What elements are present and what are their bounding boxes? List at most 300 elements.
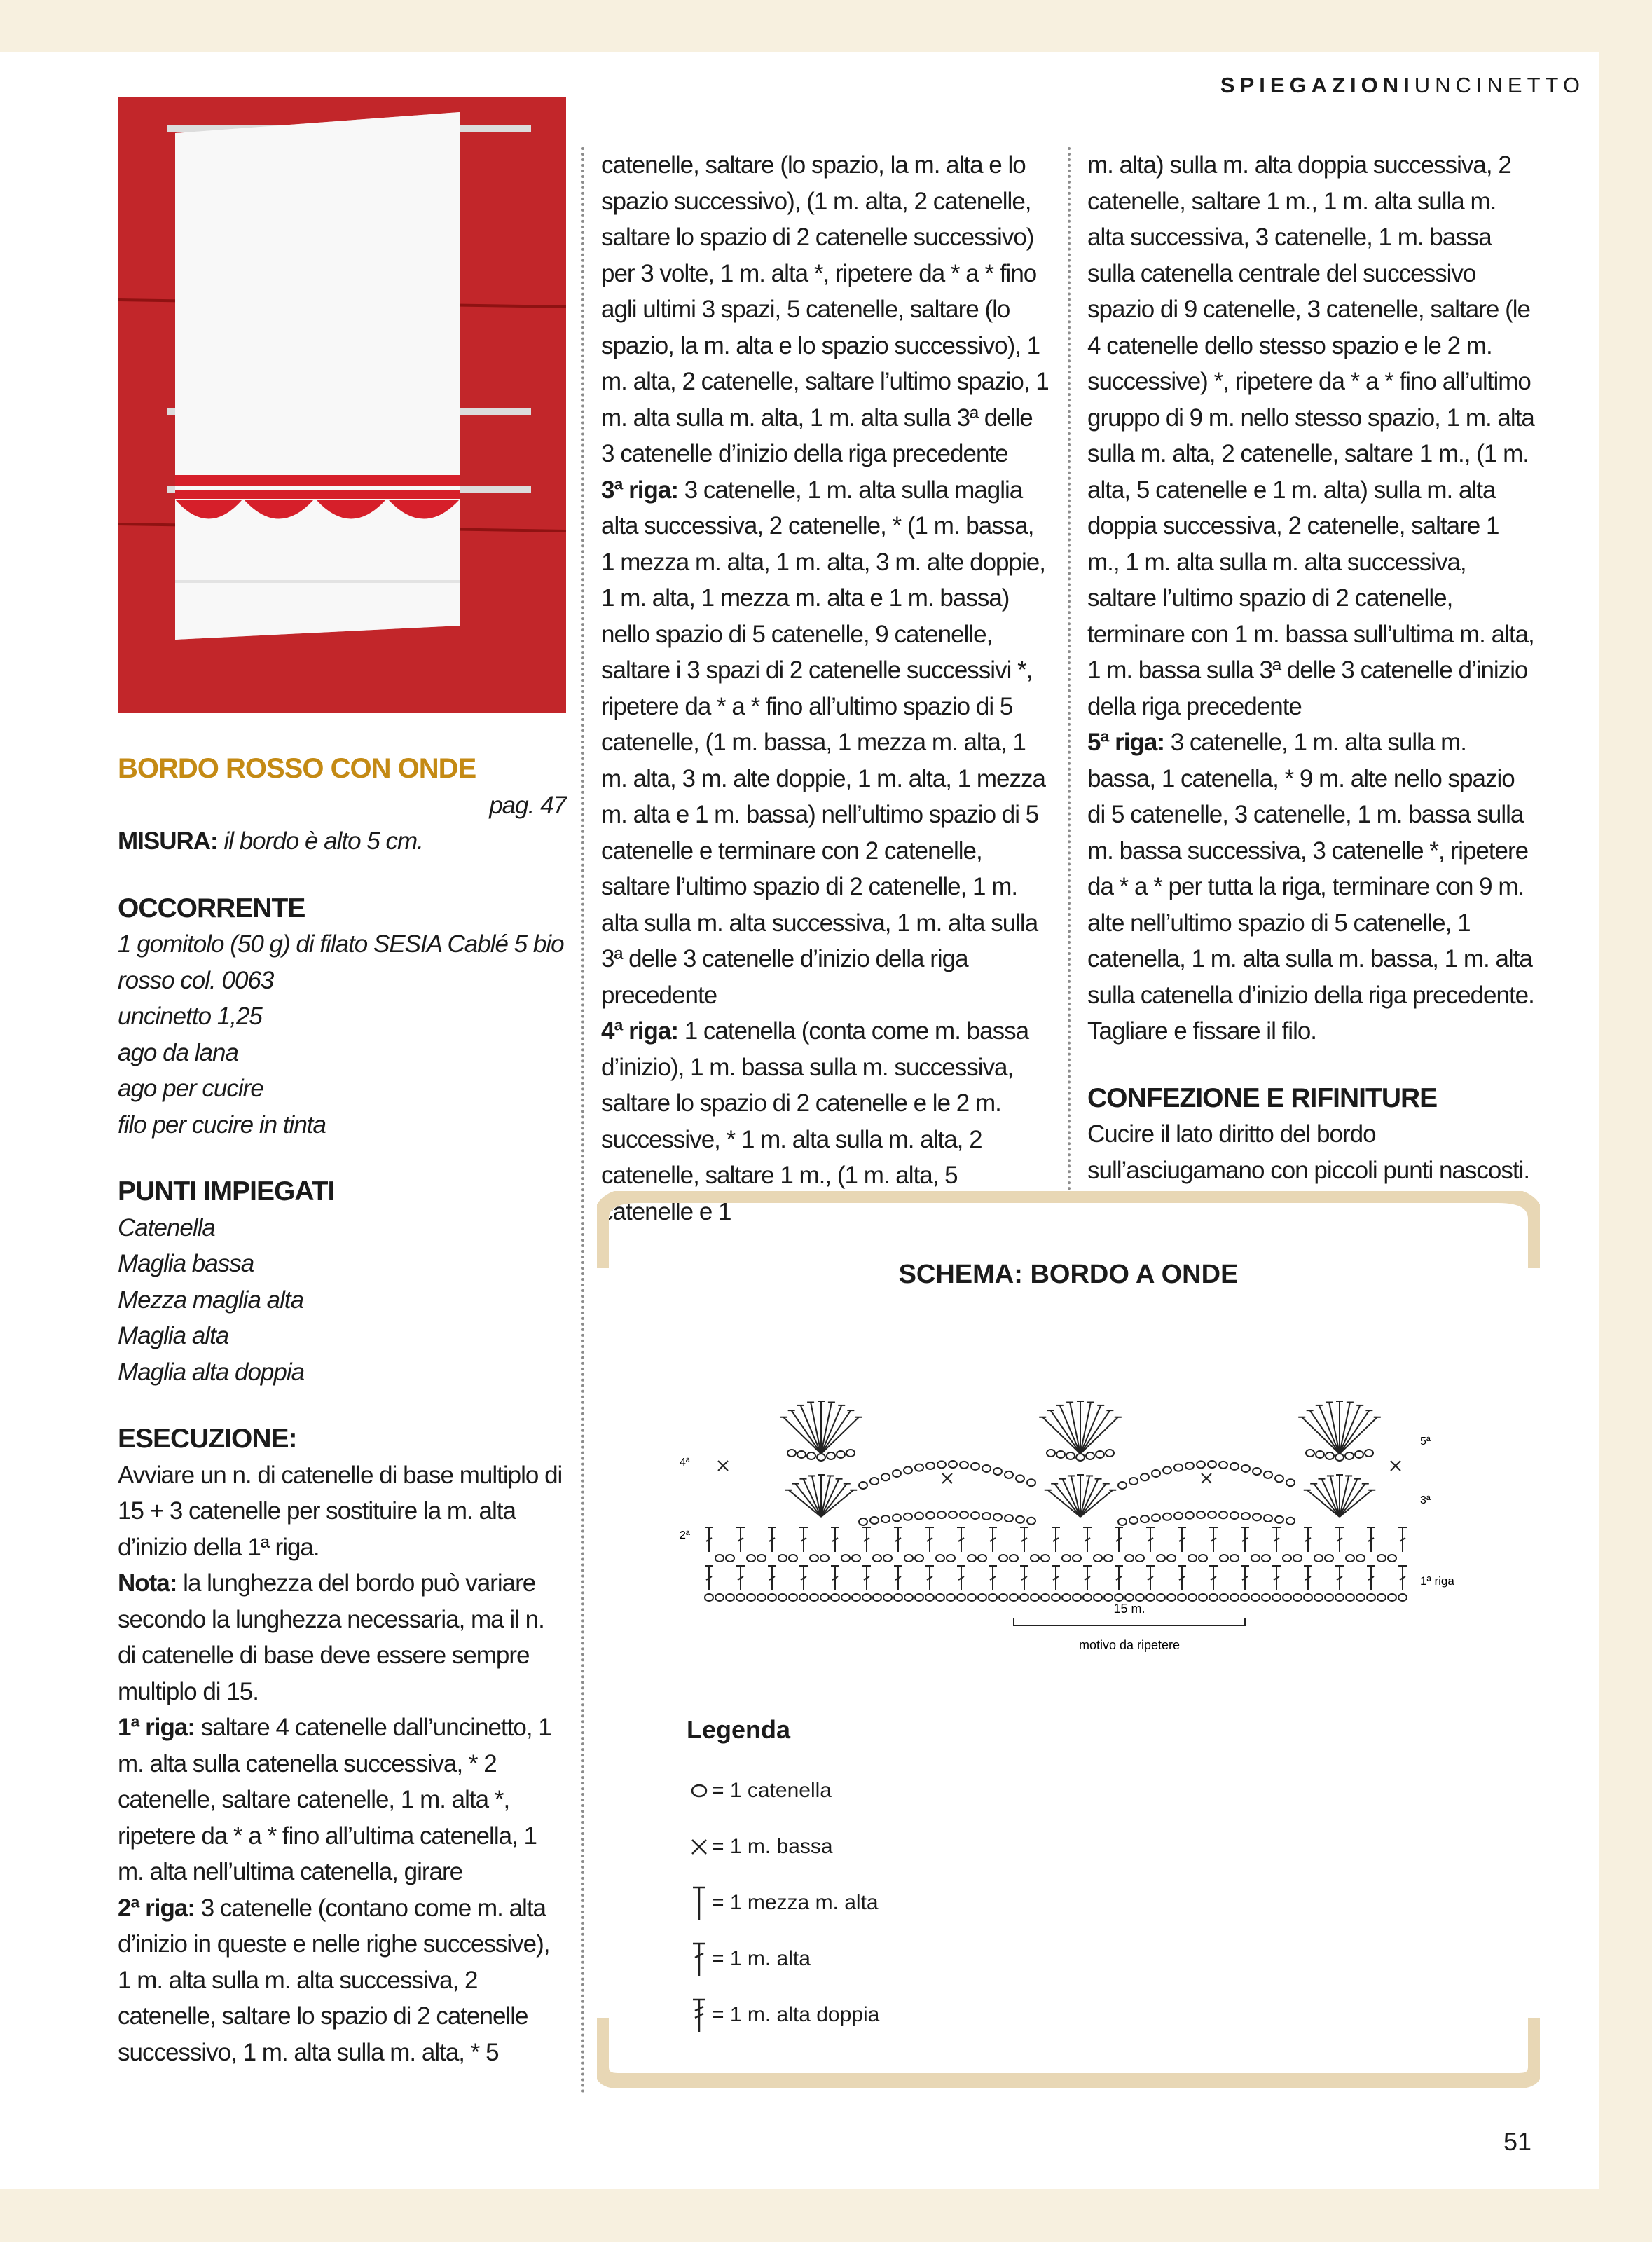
chain-stitch [1220,1555,1228,1562]
chain-stitch [1163,1466,1171,1473]
double-stitch [1209,1566,1218,1590]
chain-stitch [1157,1594,1165,1601]
chain-stitch [757,1594,766,1601]
chain-stitch [1314,1555,1323,1562]
chain-stitch [846,1450,855,1457]
chain-stitch [893,1514,901,1521]
chain-stitch [797,1451,806,1458]
chain-stitch [883,1594,892,1601]
chain-stitch [1262,1594,1270,1601]
nota-label: Nota: [118,1569,177,1597]
single-stitch [942,1473,952,1483]
chain-icon [687,1770,712,1812]
double-stitch [1052,1527,1060,1552]
double-stitch [925,1566,934,1590]
row-label-1: 1ª riga [1420,1574,1454,1588]
double-crochet-icon [687,1938,712,1980]
chain-stitch [960,1511,968,1518]
double-stitch [1272,1566,1281,1590]
page-number: 51 [1503,2127,1531,2156]
chain-stitch [820,1594,829,1601]
double-stitch [957,1566,965,1590]
chain-stitch [852,1594,860,1601]
chain-stitch [1152,1514,1160,1521]
esecuzione-intro: Avviare un n. di catenelle di base multiplo di 15 + 3 catenelle per sostituire la m. alta d’inizio della 1ª riga. [118,1461,563,1561]
chain-stitch [1104,1594,1113,1601]
chain-stitch [1356,1555,1365,1562]
chain-stitch [1325,1594,1333,1601]
double-stitch [989,1527,997,1552]
chain-stitch [1104,1555,1113,1562]
riga5 [1087,724,1536,1050]
double-stitch [1398,1566,1407,1590]
chain-stitch [1275,1516,1283,1523]
double-stitch [1020,1527,1028,1552]
project-title: BORDO ROSSO CON ONDE [118,753,476,784]
legend-label: = 1 mezza m. alta [712,1891,879,1914]
chain-stitch [1286,1479,1295,1486]
chain-stitch [978,1555,986,1562]
chain-stitch [1197,1511,1205,1518]
chain-stitch [936,1555,944,1562]
chain-stitch [1220,1594,1228,1601]
chain-stitch [1076,1454,1085,1461]
occorrente-item: filo per cucire in tinta [118,1110,326,1139]
chain-stitch [1041,1555,1049,1562]
double-stitch [1146,1527,1155,1552]
chain-stitch [789,1594,797,1601]
header-topic: UNCINETTO [1414,73,1585,97]
chain-stitch [881,1473,890,1480]
double-stitch [1304,1566,1312,1590]
chain-stitch [1241,1465,1250,1472]
chain-stitch [1272,1594,1281,1601]
chain-stitch [715,1555,724,1562]
chain-stitch [925,1594,934,1601]
chain-stitch [1219,1511,1227,1518]
double-stitch [1272,1527,1281,1552]
riga3-label: 3ª riga: [601,476,678,504]
chain-stitch [1251,1555,1260,1562]
chain-stitch [1027,1479,1035,1486]
chain-stitch [1283,1594,1291,1601]
chain-stitch [1146,1594,1155,1601]
chain-stitch [989,1594,997,1601]
double-stitch [1115,1527,1123,1552]
chain-stitch [904,1466,912,1473]
chain-stitch [1167,1594,1176,1601]
chain-stitch [1141,1515,1149,1522]
punti-item: Catenella [118,1213,215,1242]
chain-stitch [1118,1482,1127,1489]
chain-stitch [726,1594,734,1601]
header-section: SPIEGAZIONI [1220,73,1414,97]
legend-row [687,1875,879,1931]
chain-stitch [1020,1594,1028,1601]
chain-stitch [1174,1513,1183,1520]
double-stitch [1178,1527,1186,1552]
double-stitch [799,1527,808,1552]
double-stitch [705,1527,713,1552]
chain-stitch [1106,1450,1114,1457]
chain-stitch [1304,1594,1312,1601]
chain-stitch [810,1594,818,1601]
chain-stitch [736,1594,745,1601]
legend-label: = 1 m. bassa [712,1835,833,1858]
chain-stitch [936,1594,944,1601]
chain-stitch [837,1451,845,1458]
chain-stitch [873,1594,881,1601]
double-stitch [736,1566,745,1590]
chain-stitch [960,1462,968,1469]
row-label-4: 4ª [680,1457,690,1469]
chain-stitch [1188,1555,1197,1562]
riga2 [118,1890,566,2071]
chain-stitch [978,1594,986,1601]
chain-stitch [1178,1594,1186,1601]
chain-stitch [947,1594,955,1601]
chain-stitch [1314,1594,1323,1601]
chain-stitch [1163,1513,1171,1520]
riga5-text: 3 catenelle, 1 m. alta sulla m. bassa, 1 catenella, * 9 m. alte nello spazio di 5 catenelle, 3 catenelle, 1 m. bassa sulla m. bassa successiva, 3 catenelle *, ripetere da * a * per tutta la riga, terminare con 9 m. alte nell’ultimo spazio di 5 catenelle, 1 catenella, 1 m. alta sulla m. bassa, 1 m. alta sulla catenella d’inizio della riga precedente. Tagliare e fissare il filo. [1087,729,1534,1045]
chain-stitch [1129,1478,1138,1485]
chain-stitch [1208,1461,1216,1468]
chain-stitch [1129,1517,1138,1524]
chain-stitch [1356,1594,1365,1601]
riga2-text: 3 catenelle (contano come m. alta d’inizio in queste e nelle righe successive), 1 m. alta sulla m. alta successiva, 2 catenelle, saltare lo spazio di 2 catenelle successivo, 1 m. alta sulla m. alta, * 5 [118,1894,550,2066]
double-stitch [1115,1566,1123,1590]
riga4-label: 4ª riga: [601,1017,678,1045]
single-stitch [718,1461,728,1471]
chain-stitch [1286,1518,1295,1525]
chain-stitch [904,1555,913,1562]
chain-stitch [1185,1512,1194,1519]
repeat-caption: motivo da ripetere [1078,1638,1181,1652]
double-stitch [894,1527,902,1552]
chain-stitch [1306,1450,1314,1457]
chain-stitch [1052,1594,1060,1601]
chain-stitch [947,1555,955,1562]
chain-stitch [1230,1594,1239,1601]
chain-stitch [1185,1462,1194,1469]
double-stitch [831,1566,839,1590]
chain-stitch [971,1463,979,1470]
chain-stitch [1264,1515,1272,1522]
legend-title: Legenda [687,1715,791,1744]
chain-stitch [1335,1454,1344,1461]
chain-stitch [827,1452,835,1459]
chain-stitch [1264,1471,1272,1478]
occorrente-item: ago per cucire [118,1075,263,1102]
chain-stitch [841,1555,850,1562]
confezione-text: Cucire il lato diritto del bordo sull’asciugamano con piccoli punti nascosti. [1087,1120,1530,1184]
chain-stitch [1083,1594,1092,1601]
chain-stitch [870,1517,879,1524]
chain-stitch [1253,1468,1261,1475]
double-stitch [1367,1566,1375,1590]
chain-stitch [971,1512,979,1519]
chain-stitch [1157,1555,1165,1562]
chain-stitch [894,1594,902,1601]
misura-text: il bordo è alto 5 cm. [217,827,423,855]
chain-stitch [883,1555,892,1562]
chain-stitch [1115,1594,1123,1601]
chain-stitch [1086,1452,1094,1459]
double-stitch [1367,1527,1375,1552]
chain-stitch [1016,1475,1024,1482]
occorrente-item: 1 gomitolo (50 g) di filato SESIA Cablé 5 bio rosso col. 0063 [118,930,564,994]
chain-stitch [1365,1450,1373,1457]
chain-stitch [820,1555,829,1562]
chain-stitch [1388,1594,1396,1601]
chain-stitch [747,1555,755,1562]
chain-stitch [1367,1594,1375,1601]
chain-stitch [1241,1594,1249,1601]
double-stitch [862,1527,871,1552]
chain-stitch [799,1594,808,1601]
chain-stitch [904,1513,912,1520]
double-stitch [1304,1527,1312,1552]
chain-stitch [1355,1451,1363,1458]
double-stitch [1241,1566,1249,1590]
chain-stitch [1174,1464,1183,1471]
chain-stitch [1230,1463,1239,1470]
row-label-3: 3ª [1420,1494,1431,1506]
chain-stitch [1056,1451,1065,1458]
occorrente-item: uncinetto 1,25 [118,1003,262,1030]
legend-row [687,1931,879,1987]
column-left [118,751,566,2070]
chain-stitch [1062,1555,1071,1562]
row-label-5: 5ª [1420,1436,1431,1447]
double-stitch [768,1566,776,1590]
legend-row [687,1819,879,1875]
chain-stitch [1345,1452,1354,1459]
chain-stitch [862,1594,871,1601]
chain-stitch [852,1555,860,1562]
chain-stitch [893,1470,901,1477]
occorrente-item: ago da lana [118,1038,238,1066]
chain-stitch [778,1555,787,1562]
chain-stitch [1377,1555,1386,1562]
chain-stitch [768,1594,776,1601]
chain-stitch [1335,1594,1344,1601]
chain-stitch [1027,1518,1035,1525]
occorrente-heading: OCCORRENTE [118,893,305,923]
chain-stitch [747,1594,755,1601]
chain-stitch [841,1594,850,1601]
chain-stitch [1141,1473,1149,1480]
chain-stitch [817,1454,825,1461]
chain-stitch [1188,1594,1197,1601]
nota [118,1565,566,1710]
double-stitch [736,1527,745,1552]
chain-stitch [968,1594,976,1601]
chain-stitch [870,1478,879,1485]
chain-stitch [904,1594,913,1601]
riga1-text: saltare 4 catenelle dall’uncinetto, 1 m. alta sulla catenella successiva, * 2 catenelle, saltare catenelle, 1 m. alta *, ripetere da * a * fino all’ultima catenella, 1 m. alta nell’ultima catenella, girare [118,1714,551,1885]
row-label-2: 2ª [680,1529,690,1541]
punti-item: Maglia alta [118,1322,229,1349]
towel-photo [118,97,566,713]
single-stitch [1202,1473,1211,1483]
riga1-label: 1ª riga: [118,1714,195,1741]
chain-stitch [1136,1594,1144,1601]
repeat-bracket [1014,1618,1245,1625]
chain-stitch [859,1518,867,1525]
chain-stitch [1152,1470,1160,1477]
chain-stitch [1398,1594,1407,1601]
chain-stitch [1066,1452,1075,1459]
nota-text: la lunghezza del bordo può variare secondo la lunghezza necessaria, ma il n. di catenelle di base deve essere sempre multiplo di 15. [118,1569,544,1705]
chain-stitch [1005,1515,1013,1522]
riga2-continued: catenelle, saltare (lo spazio, la m. alta e lo spazio successivo), (1 m. alta, 2 catenelle, saltare lo spazio di 2 catenelle successivo) per 3 volte, 1 m. alta *, ripetere da * a * fino agli ultimi 3 spazi, 5 catenelle, saltare (lo spazio, la m. alta e lo spazio successivo), 1 m. alta, 2 catenelle, saltare l’ultimo spazio, 1 m. alta sulla m. alta, 1 m. alta sulla 3ª delle 3 catenelle d’inizio della riga precedente [601,151,1049,467]
chain-stitch [999,1555,1007,1562]
chain-stitch [1293,1555,1302,1562]
chain-stitch [926,1462,935,1469]
column-right [1087,147,1536,1188]
chain-stitch [915,1555,923,1562]
repeat-span: 15 m. [1113,1602,1145,1616]
chain-stitch [937,1511,946,1518]
double-stitch [1241,1527,1249,1552]
confezione-heading: CONFEZIONE E RIFINITURE [1087,1082,1438,1113]
chain-stitch [1094,1555,1102,1562]
chain-stitch [1293,1594,1302,1601]
double-stitch [862,1566,871,1590]
chain-stitch [1199,1555,1207,1562]
double-stitch [989,1566,997,1590]
riga5-label: 5ª riga: [1087,729,1164,756]
double-stitch [768,1527,776,1552]
column-divider [581,147,584,2095]
chain-stitch [1208,1511,1216,1518]
chain-stitch [1241,1513,1250,1520]
double-stitch [1146,1566,1155,1590]
misura [118,823,566,860]
chain-stitch [715,1594,724,1601]
chain-stitch [915,1464,923,1471]
chain-stitch [982,1465,991,1472]
double-stitch [1335,1566,1344,1590]
column-divider [1068,147,1071,1191]
double-stitch [1398,1527,1407,1552]
chain-stitch [831,1594,839,1601]
double-stitch [925,1527,934,1552]
chain-stitch [1167,1555,1176,1562]
chain-stitch [957,1594,965,1601]
chain-stitch [1388,1555,1396,1562]
column-middle [601,147,1049,1230]
chain-stitch [1275,1475,1283,1482]
chain-stitch [949,1511,957,1518]
chain-stitch [1219,1462,1227,1469]
chain-stitch [1016,1516,1024,1523]
double-stitch [1083,1566,1092,1590]
legend-label: = 1 m. alta doppia [712,2003,880,2026]
chain-stitch [1346,1555,1354,1562]
chain-stitch [1125,1555,1134,1562]
chain-stitch [1326,1452,1334,1459]
chain-stitch [1125,1594,1134,1601]
double-stitch [799,1566,808,1590]
chain-stitch [915,1594,923,1601]
chain-stitch [1251,1594,1260,1601]
riga4-text: 1 catenella (conta come m. bassa d’inizio), 1 m. bassa sulla m. successiva, saltare lo spazio di 2 catenelle e le 2 m. successive, * 1 m. alta sulla m. alta, 2 catenelle, saltare 1 m., (1 m. alta, 5 catenelle e 1 [601,1017,1029,1225]
chain-stitch [787,1450,796,1457]
esecuzione-heading: ESECUZIONE: [118,1424,297,1454]
chain-stitch [1325,1555,1333,1562]
chain-stitch [1041,1594,1049,1601]
treble-crochet-icon [687,1994,712,2036]
punti-item: Maglia alta doppia [118,1358,305,1386]
double-stitch [1052,1566,1060,1590]
chain-stitch [1031,1555,1039,1562]
chain-stitch [1199,1594,1207,1601]
riga3-text: 3 catenelle, 1 m. alta sulla maglia alta successiva, 2 catenelle, * (1 m. bassa, 1 mezza m. alta, 1 m. alta, 3 m. alte doppie, 1 m. alta, 1 mezza m. alta e 1 m. bassa) nello spazio di 5 catenelle, 9 catenelle, saltare i 3 spazi di 2 catenelle successivi *, ripetere da * a * fino all’ultimo spazio di 5 catenelle, (1 m. bassa, 1 mezza m. alta, 1 m. alta, 3 m. alte doppie, 1 m. alta, 1 mezza m. alta e 1 m. bassa) nell’ultimo spazio di 5 catenelle e terminare con 2 catenelle, saltare l’ultimo spazio di 2 catenelle, 1 m. alta sulla m. alta successiva, 1 m. alta sulla 3ª delle 3 catenelle d’inizio della riga precedente [601,476,1045,1009]
chain-stitch [789,1555,797,1562]
single-crochet-icon [687,1826,712,1868]
crochet-chart [597,1359,1540,1653]
punti-heading: PUNTI IMPIEGATI [118,1176,335,1206]
riga3 [601,472,1049,1014]
chain-stitch [1197,1461,1205,1468]
chain-stitch [999,1594,1007,1601]
punti-item: Maglia bassa [118,1250,254,1277]
chain-stitch [1316,1451,1324,1458]
chain-stitch [1262,1555,1270,1562]
chain-stitch [1096,1451,1104,1458]
legend-label: = 1 catenella [712,1779,832,1802]
chain-stitch [810,1555,818,1562]
chain-stitch [726,1555,734,1562]
legend-label: = 1 m. alta [712,1947,811,1970]
double-stitch [1178,1566,1186,1590]
chain-stitch [705,1594,713,1601]
double-stitch [894,1566,902,1590]
chain-stitch [1010,1594,1018,1601]
chain-stitch [1209,1594,1218,1601]
chain-stitch [1136,1555,1144,1562]
chain-stitch [982,1513,991,1520]
chain-stitch [1062,1594,1071,1601]
chain-stitch [778,1594,787,1601]
chain-stitch [1230,1555,1239,1562]
chain-stitch [807,1452,815,1459]
riga1 [118,1710,566,1890]
chain-stitch [1283,1555,1291,1562]
double-stitch [705,1566,713,1590]
page-reference: pag. 47 [489,791,566,819]
chain-stitch [859,1482,867,1489]
chain-stitch [993,1513,1002,1520]
chain-stitch [1346,1594,1354,1601]
legend [687,1715,879,2043]
misura-label: MISURA: [118,827,218,855]
chain-stitch [1094,1594,1102,1601]
chain-stitch [1073,1594,1081,1601]
chain-stitch [1010,1555,1018,1562]
chain-stitch [949,1461,957,1468]
chain-stitch [1377,1594,1386,1601]
riga2-label: 2ª riga: [118,1894,195,1922]
page-header [1220,73,1585,98]
chain-stitch [881,1515,890,1522]
chain-stitch [1005,1471,1013,1478]
double-stitch [1083,1527,1092,1552]
double-stitch [831,1527,839,1552]
chain-stitch [1253,1513,1261,1520]
